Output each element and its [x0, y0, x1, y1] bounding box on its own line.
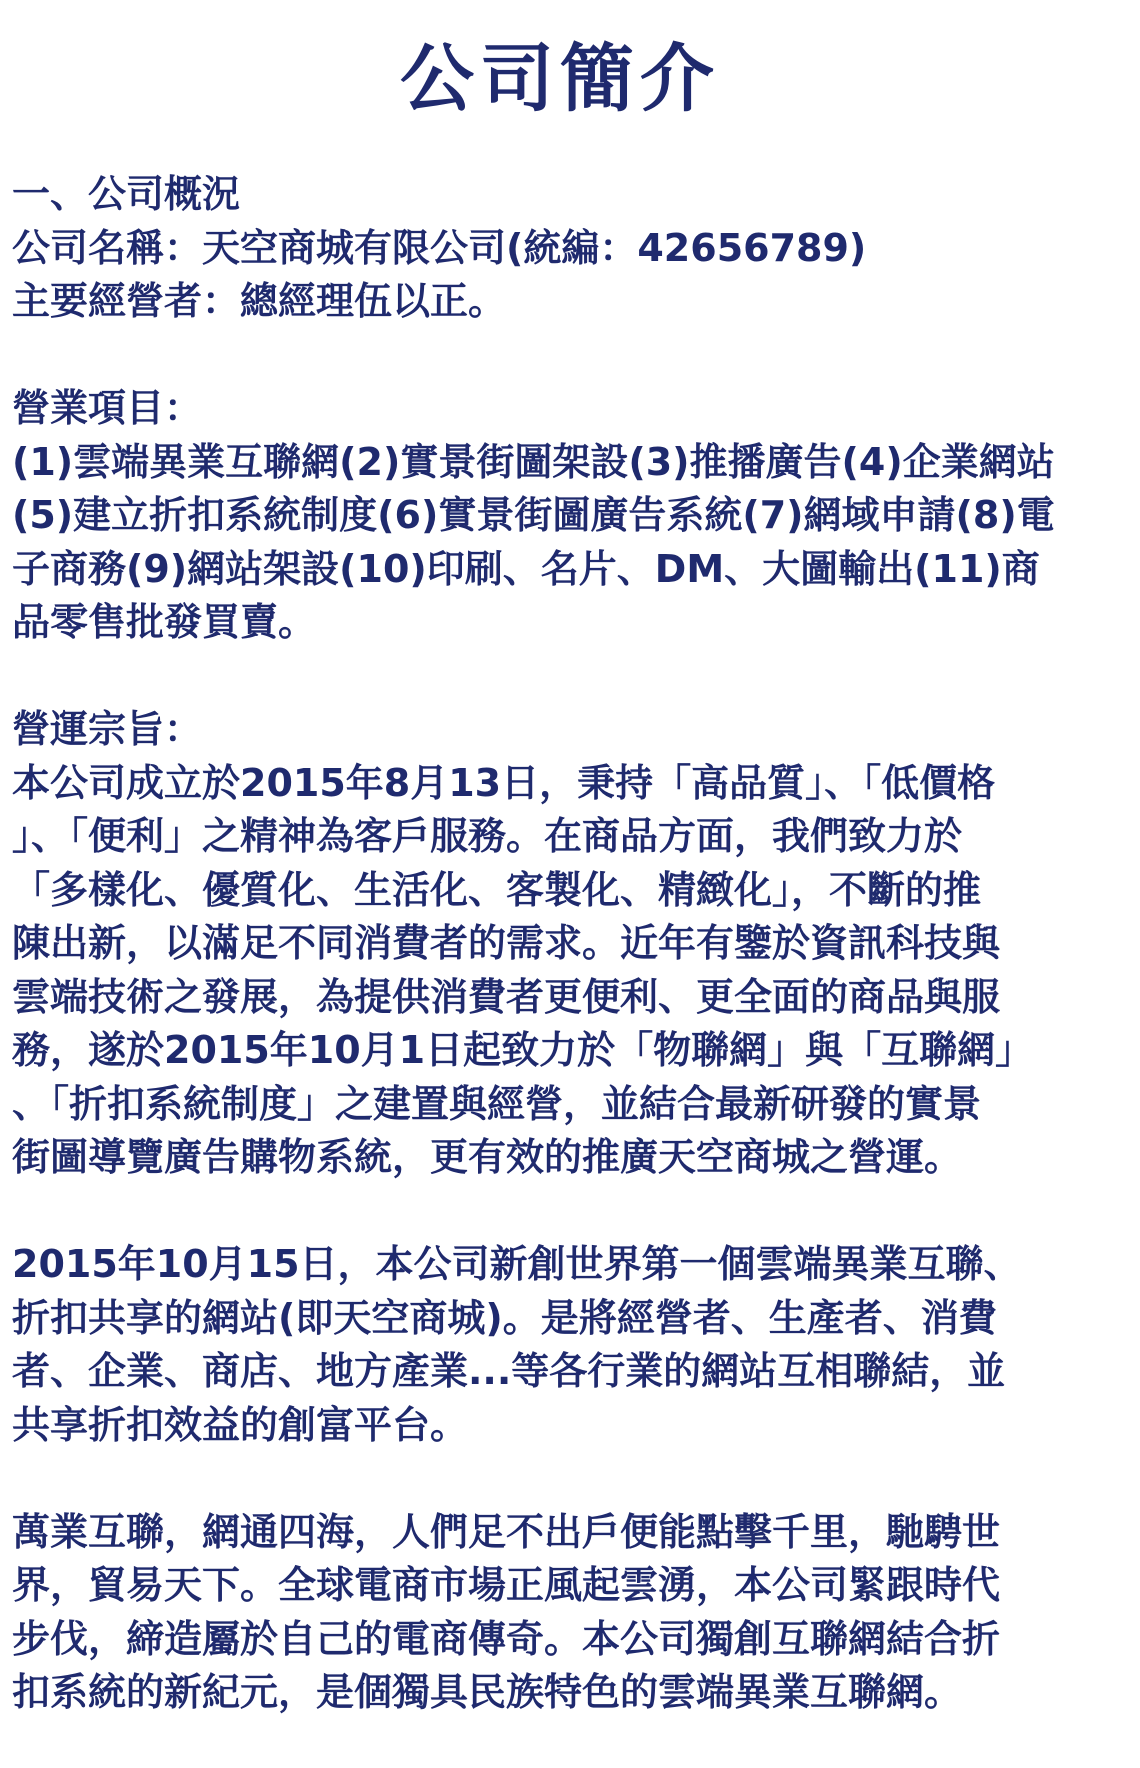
section-business-items: [12, 382, 1122, 650]
mission-line: 務，遂於2015年10月1日起致力於「物聯網」與「互聯網」: [12, 1028, 1034, 1072]
spacer: [12, 1185, 1122, 1239]
business-items-line: (1)雲端異業互聯網(2)實景街圖架設(3)推播廣告(4)企業網站: [12, 439, 1055, 484]
spacer: [12, 329, 1122, 383]
mission-heading: 營運宗旨：: [12, 707, 203, 751]
mission-line: 」、「便利」之精神為客戶服務。在商品方面，我們致力於: [12, 814, 963, 858]
business-items-heading: 營業項目：: [12, 386, 203, 430]
mission-line: 、「折扣系統制度」之建置與經營，並結合最新研發的實景: [12, 1081, 982, 1126]
spacer: [12, 650, 1122, 704]
business-items-line: (5)建立折扣系統制度(6)實景街圖廣告系統(7)網域申請(8)電: [12, 493, 1055, 537]
vision-line: 界，貿易天下。全球電商市場正風起雲湧，本公司緊跟時代: [12, 1563, 1001, 1607]
section-founding-story: [12, 1238, 1122, 1452]
page-title: 公司簡介: [400, 36, 720, 122]
mission-line: 雲端技術之發展，為提供消費者更便利、更全面的商品與服: [12, 974, 1001, 1019]
vision-line: 步伐，締造屬於自己的電商傳奇。本公司獨創互聯網結合折: [12, 1616, 1001, 1661]
section-company-overview: [12, 168, 1122, 329]
vision-line: 萬業互聯，網通四海，人們足不出戶便能點擊千里，馳騁世: [12, 1509, 1001, 1554]
vision-line: 扣系統的新紀元，是個獨具民族特色的雲端異業互聯網。: [12, 1670, 963, 1714]
mission-line: 「多樣化、優質化、生活化、客製化、精緻化」，不斷的推: [12, 867, 982, 912]
mission-line: 陳出新，以滿足不同消費者的需求。近年有鑒於資訊科技與: [12, 921, 1001, 965]
mission-line: 本公司成立於2015年8月13日，秉持「高品質」、「低價格: [12, 760, 996, 805]
founding-line: 者、企業、商店、地方產業...等各行業的網站互相聯結，並: [12, 1349, 1006, 1393]
company-intro-body: [12, 168, 1122, 1720]
spacer: [12, 1452, 1122, 1506]
company-name-line: 公司名稱：天空商城有限公司(統編：42656789): [12, 225, 867, 270]
section-mission: [12, 703, 1122, 1185]
operator-line: 主要經營者：總經理伍以正。: [12, 279, 507, 323]
founding-line: 共享折扣效益的創富平台。: [12, 1402, 469, 1447]
overview-heading: 一、公司概況: [12, 172, 241, 216]
section-vision: [12, 1506, 1122, 1720]
founding-line: 折扣共享的網站(即天空商城)。是將經營者、生產者、消費: [12, 1295, 997, 1340]
mission-line: 街圖導覽廣告購物系統，更有效的推廣天空商城之營運。: [12, 1135, 963, 1179]
business-items-line: 品零售批發買賣。: [12, 600, 317, 644]
business-items-line: 子商務(9)網站架設(10)印刷、名片、DM、大圖輸出(11)商: [12, 546, 1040, 591]
founding-line: 2015年10月15日，本公司新創世界第一個雲端異業互聯、: [12, 1242, 1022, 1286]
